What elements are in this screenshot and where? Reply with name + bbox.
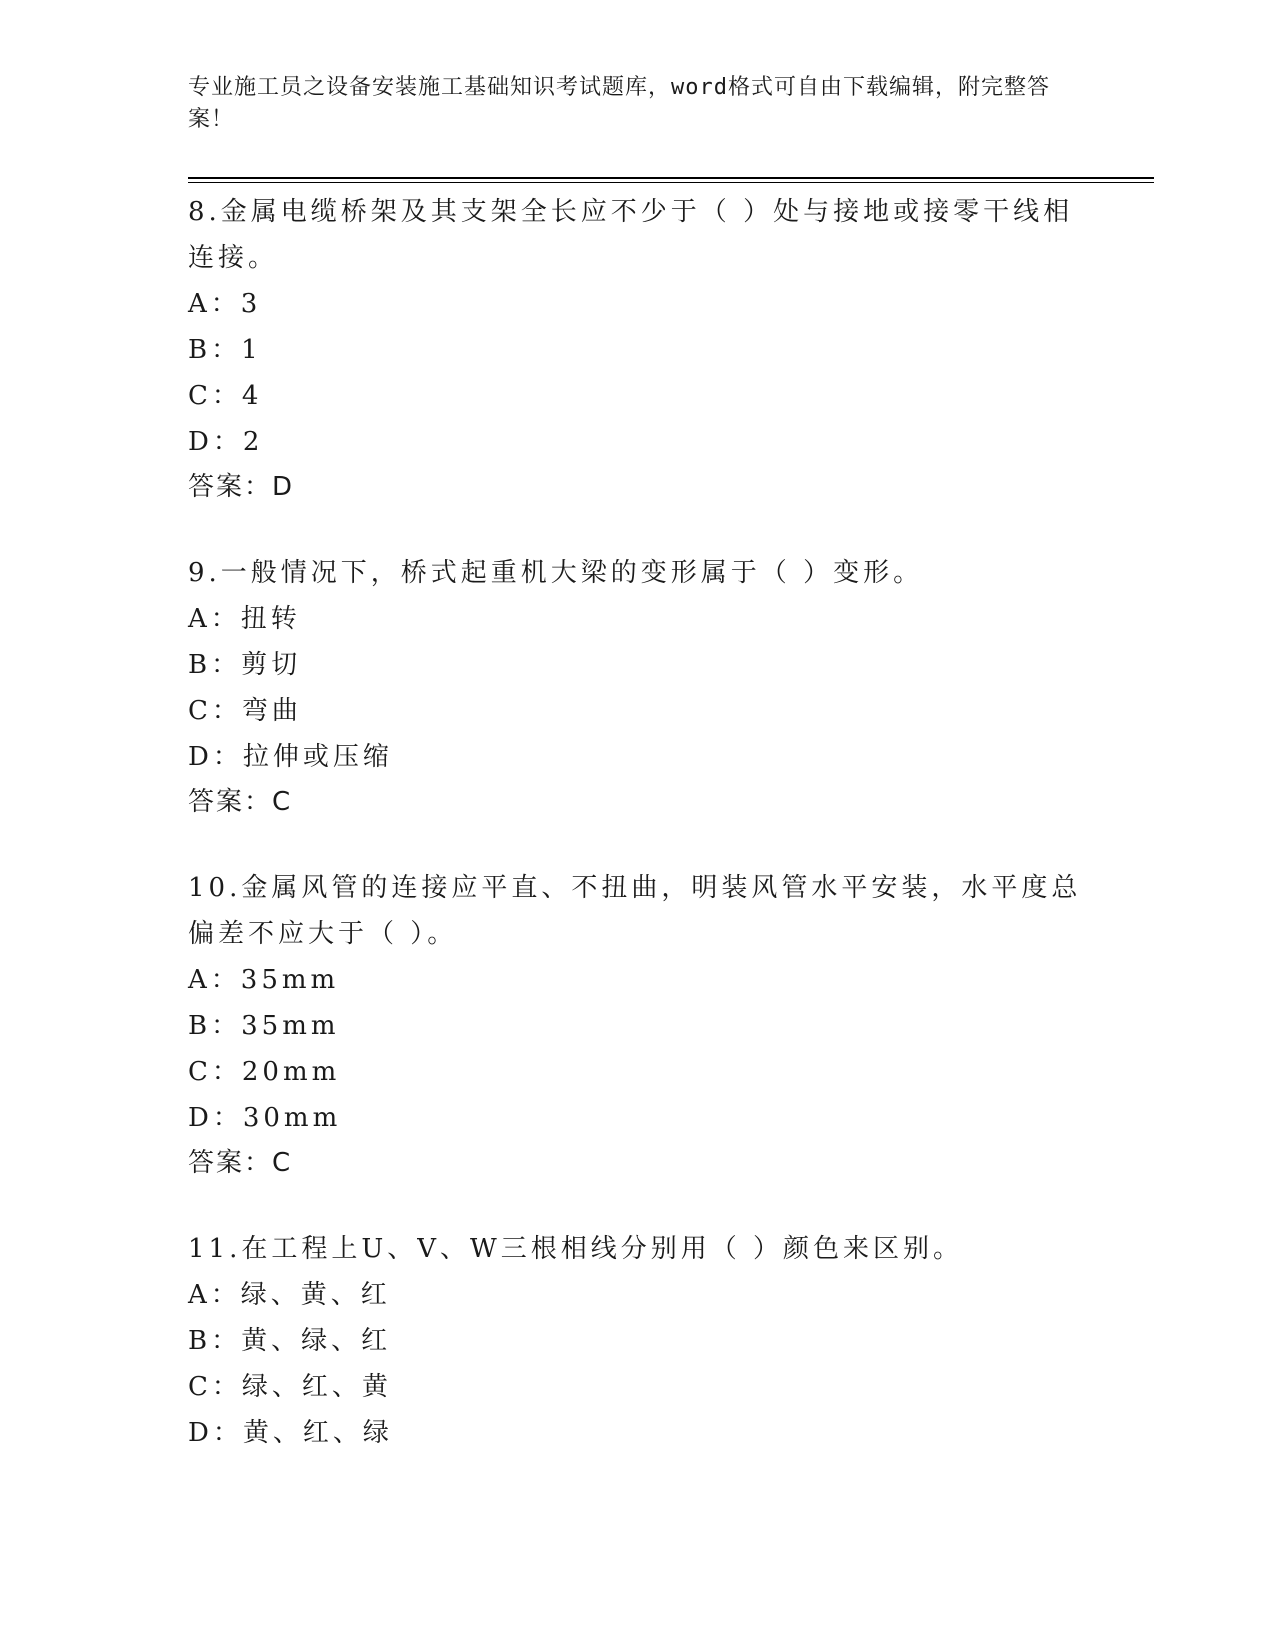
option-c: C：4 [188,381,263,411]
option-a: A：绿、黄、红 [188,1280,391,1310]
question-stem: 9.一般情况下，桥式起重机大梁的变形属于（ ）变形。 [188,558,924,588]
answer: 答案：D [188,472,295,502]
option-b: B：1 [188,335,262,365]
option-c: C：弯曲 [188,696,302,726]
option-b: B：35mm [188,1011,340,1041]
question-stem: 11.在工程上U、V、W三根相线分别用（ ）颜色来区别。 [188,1234,964,1264]
option-d: D：30mm [188,1103,342,1133]
option-b: B：黄、绿、红 [188,1326,392,1356]
answer: 答案：C [188,1148,293,1178]
option-a: A：扭转 [188,604,301,634]
question-list [188,189,1088,1497]
option-d: D：2 [188,427,264,457]
answer: 答案：C [188,787,293,817]
header-divider-thin [188,182,1154,183]
option-c: C：20mm [188,1057,341,1087]
question-8 [188,189,1088,509]
question-10 [188,865,1088,1185]
option-c: C：绿、红、黄 [188,1372,392,1402]
option-d: D：拉伸或压缩 [188,742,393,772]
option-b: B：剪切 [188,650,302,680]
question-11 [188,1226,1088,1456]
option-a: A：3 [188,289,262,319]
option-d: D：黄、红、绿 [188,1418,393,1448]
question-stem: 10.金属风管的连接应平直、不扭曲，明装风管水平安装，水平度总偏差不应大于（ ）。 [188,873,1082,949]
question-stem: 8.金属电缆桥架及其支架全长应不少于（ ）处与接地或接零干线相连接。 [188,197,1074,273]
document-header: 专业施工员之设备安装施工基础知识考试题库，word格式可自由下载编辑，附完整答案！ [188,75,1050,132]
question-9 [188,550,1088,824]
option-a: A：35mm [188,965,340,995]
header-divider-thick [188,177,1154,179]
